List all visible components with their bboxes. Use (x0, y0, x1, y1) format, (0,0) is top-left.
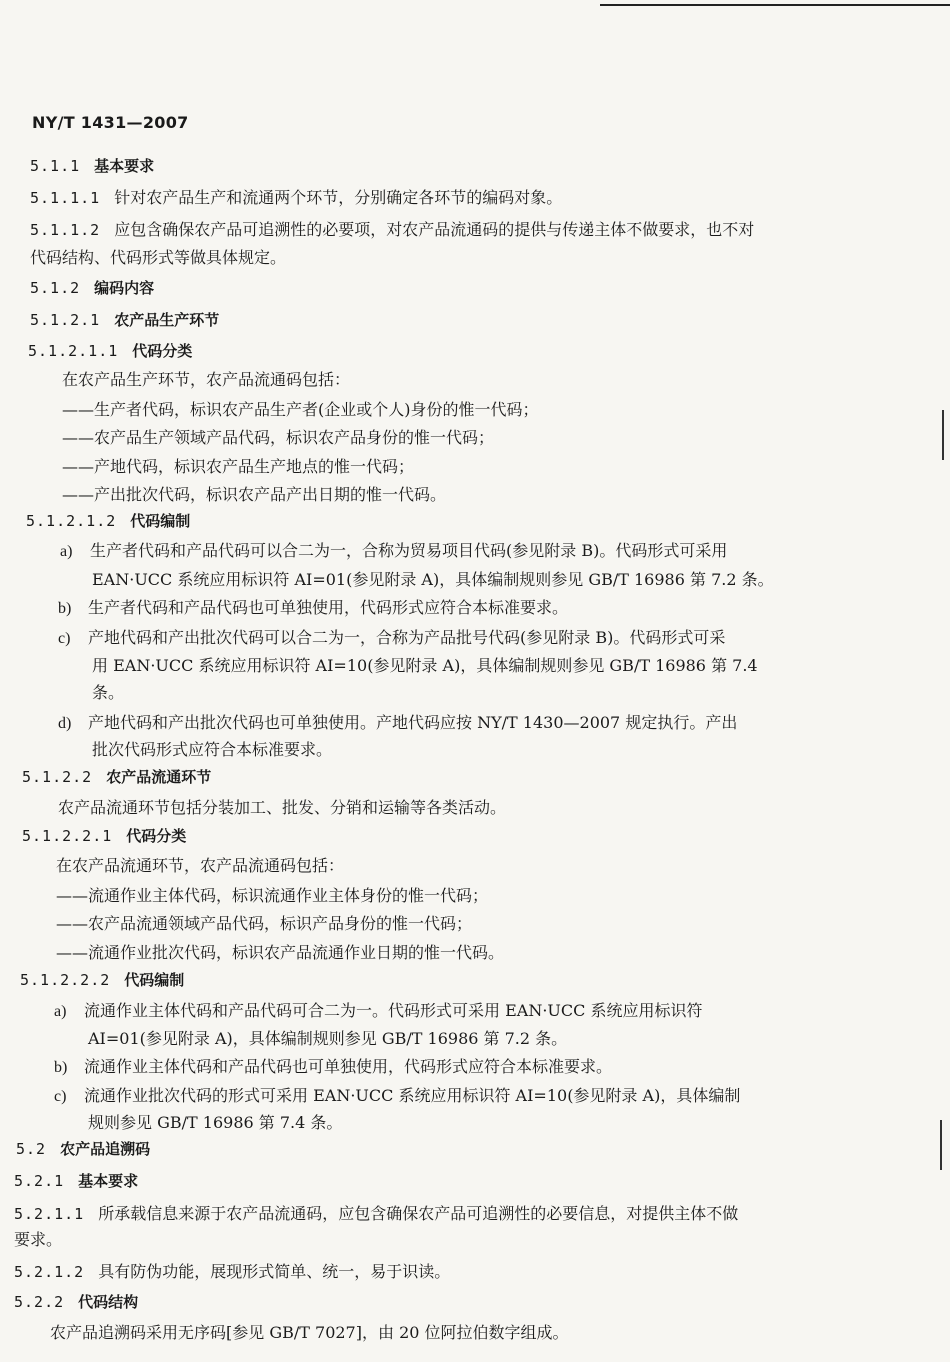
line-text: 针对农产品生产和流通两个环节，分别确定各环节的编码对象。 (114, 188, 563, 207)
text-line (62, 428, 494, 448)
section-heading (16, 1139, 150, 1159)
heading-text: 编码内容 (94, 279, 155, 297)
line-text: 代码结构、代码形式等做具体规定。 (30, 248, 287, 267)
list-item-label: c) (58, 630, 71, 647)
heading-text: 代码分类 (132, 342, 193, 360)
heading-text: 代码编制 (124, 971, 185, 989)
line-text: ——生产者代码，标识农产品生产者(企业或个人)身份的惟一代码； (62, 400, 539, 419)
line-text: 农产品流通环节包括分装加工、批发、分销和运输等各类活动。 (58, 798, 507, 817)
line-text: 生产者代码和产品代码也可单独使用，代码形式应符合本标准要求。 (88, 598, 569, 617)
section-heading (22, 826, 186, 846)
text-line (56, 943, 504, 963)
section-heading (20, 970, 184, 990)
text-line (62, 400, 539, 420)
text-line (58, 598, 568, 619)
clause-number: 5.1.2.1.2 (26, 512, 117, 530)
line-text: 所承载信息来源于农产品流通码，应包含确保农产品可追溯性的必要信息，对提供主体不做 (98, 1204, 739, 1223)
line-text: 在农产品生产环节，农产品流通码包括： (62, 370, 351, 389)
line-text: 流通作业主体代码和产品代码可合二为一。代码形式可采用 EAN·UCC 系统应用标识符 (84, 1001, 703, 1020)
clause-number: 5.2.1 (14, 1172, 65, 1190)
heading-text: 代码分类 (126, 827, 187, 845)
line-text: 规则参见 GB/T 16986 第 7.4 条。 (88, 1113, 343, 1132)
text-line (92, 683, 124, 703)
heading-text: 基本要求 (78, 1172, 139, 1190)
line-text: ——产地代码，标识农产品生产地点的惟一代码； (62, 457, 415, 476)
section-heading (30, 278, 154, 298)
heading-text: 农产品流通环节 (106, 768, 212, 786)
text-line (92, 656, 758, 676)
clause-number: 5.2.1.2 (14, 1263, 85, 1281)
text-line (54, 1057, 612, 1078)
text-line (50, 1323, 569, 1343)
line-text: 要求。 (14, 1230, 63, 1249)
line-text: 用 EAN·UCC 系统应用标识符 AI=10(参见附录 A)，具体编制规则参见 GB/T 16986 第 7.4 (92, 656, 758, 675)
text-line (88, 1113, 342, 1133)
clause-number: 5.2.1.1 (14, 1205, 85, 1223)
heading-text: 农产品生产环节 (114, 311, 220, 329)
text-line (56, 856, 344, 876)
line-text: 具有防伪功能，展现形式简单、统一，易于识读。 (98, 1262, 451, 1281)
section-heading (22, 767, 211, 787)
clause-number: 5.1.2.2.2 (20, 971, 111, 989)
line-text: 生产者代码和产品代码可以合二为一，合称为贸易项目代码(参见附录 B)。代码形式可采用 (90, 541, 728, 560)
clause-number: 5.1.1 (30, 157, 81, 175)
clause-number: 5.1.2.2 (22, 768, 93, 786)
text-line (62, 370, 350, 390)
heading-text: 基本要求 (94, 157, 155, 175)
text-line (54, 1001, 702, 1022)
line-text: 产地代码和产出批次代码可以合二为一，合称为产品批号代码(参见附录 B)。代码形式可采 (88, 628, 726, 647)
line-text: 条。 (92, 683, 125, 702)
clause-number: 5.2 (16, 1140, 47, 1158)
text-line (62, 485, 446, 505)
line-text: ——流通作业主体代码，标识流通作业主体身份的惟一代码； (56, 886, 489, 905)
section-heading (28, 341, 192, 361)
text-line (60, 541, 727, 562)
text-line (88, 1029, 567, 1049)
section-heading (26, 511, 190, 531)
text-line (92, 740, 332, 760)
list-item-label: c) (54, 1088, 67, 1105)
text-line (30, 220, 754, 240)
line-text: AI=01(参见附录 A)，具体编制规则参见 GB/T 16986 第 7.2 条。 (88, 1029, 568, 1048)
line-text: 在农产品流通环节，农产品流通码包括： (56, 856, 345, 875)
line-text: ——流通作业批次代码，标识农产品流通作业日期的惟一代码。 (56, 943, 505, 962)
line-text: 农产品追溯码采用无序码[参见 GB/T 7027]，由 20 位阿拉伯数字组成。 (50, 1323, 569, 1342)
clause-number: 5.1.2.2.1 (22, 827, 113, 845)
line-text: EAN·UCC 系统应用标识符 AI=01(参见附录 A)，具体编制规则参见 GB/T 16986 第 7.2 条。 (92, 570, 774, 589)
list-item-label: b) (54, 1059, 68, 1076)
text-line (14, 1262, 450, 1282)
heading-text: 代码编制 (130, 512, 191, 530)
section-heading (30, 156, 154, 176)
section-heading (14, 1171, 138, 1191)
text-line (54, 1086, 740, 1107)
list-item-label: a) (60, 543, 73, 560)
list-item-label: b) (58, 600, 72, 617)
standard-code: NY/T 1431—2007 (32, 113, 189, 132)
line-text: 流通作业批次代码的形式可采用 EAN·UCC 系统应用标识符 AI=10(参见附录 A)，具体编制 (84, 1086, 741, 1105)
list-item-label: a) (54, 1003, 67, 1020)
text-line (30, 188, 562, 208)
line-text: ——农产品生产领域产品代码，标识农产品身份的惟一代码； (62, 428, 495, 447)
text-line (56, 886, 488, 906)
line-text: ——农产品流通领域产品代码，标识产品身份的惟一代码； (56, 914, 473, 933)
heading-text: 代码结构 (78, 1293, 139, 1311)
section-heading (30, 310, 219, 330)
text-line (30, 248, 286, 268)
clause-number: 5.1.1.1 (30, 189, 101, 207)
clause-number: 5.1.1.2 (30, 221, 101, 239)
section-heading (14, 1292, 138, 1312)
line-text: ——产出批次代码，标识农产品产出日期的惟一代码。 (62, 485, 447, 504)
text-line (14, 1230, 62, 1250)
clause-number: 5.1.2.1.1 (28, 342, 119, 360)
line-text: 流通作业主体代码和产品代码也可单独使用，代码形式应符合本标准要求。 (84, 1057, 613, 1076)
text-line (58, 798, 506, 818)
text-line (58, 628, 725, 649)
list-item-label: d) (58, 715, 72, 732)
text-line (92, 570, 774, 590)
text-line (58, 713, 737, 734)
clause-number: 5.1.2 (30, 279, 81, 297)
clause-number: 5.2.2 (14, 1293, 65, 1311)
text-line (56, 914, 472, 934)
line-text: 产地代码和产出批次代码也可单独使用。产地代码应按 NY/T 1430—2007 规定执行。产出 (88, 713, 738, 732)
line-text: 批次代码形式应符合本标准要求。 (92, 740, 333, 759)
text-line (62, 457, 414, 477)
heading-text: 农产品追溯码 (60, 1140, 151, 1158)
text-line (14, 1204, 738, 1224)
line-text: 应包含确保农产品可追溯性的必要项，对农产品流通码的提供与传递主体不做要求，也不对 (114, 220, 755, 239)
clause-number: 5.1.2.1 (30, 311, 101, 329)
